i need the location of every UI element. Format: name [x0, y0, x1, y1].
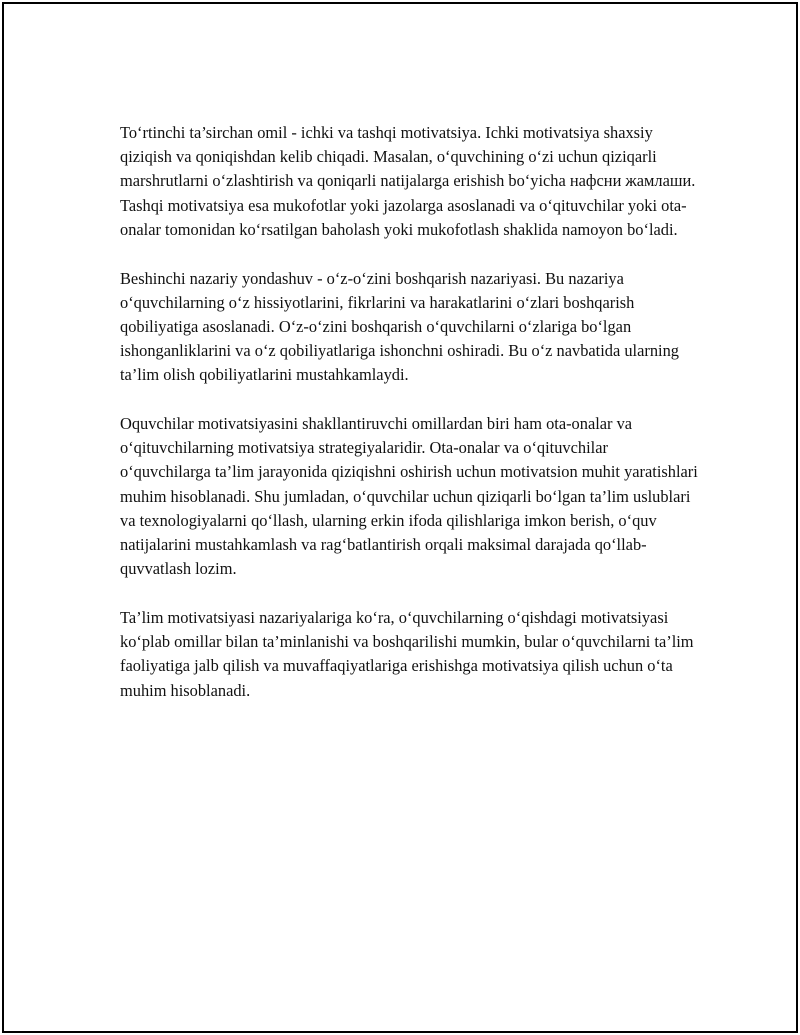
- paragraph-2: Beshinchi nazariy yondashuv - o‘z-o‘zini boshqarish nazariyasi. Bu nazariya o‘quvchilarning o‘z hissiyotlarini, fikrlarini va harakatlarini o‘zlari boshqarish qobiliyatiga asoslanadi. O‘z-o‘zini boshqarish o‘quvchilarni o‘zlariga bo‘lgan ishonganliklarini va o‘z qobiliyatlariga ishonchni oshiradi. Bu o‘z navbatida ularning ta’lim olish qobiliyatlarini mustahkamlaydi.: [120, 268, 679, 385]
- paragraph-3: Oquvchilar motivatsiyasini shakllantiruvchi omillardan biri ham ota-onalar va o‘qituvchilarning motivatsiya strategiyalaridir. Ota-onalar va o‘qituvchilar o‘quvchilarga ta’lim jarayonida qiziqishni oshirish uchun motivatsion muhit yaratishlari muhim hisoblanadi. Shu jumladan, o‘quvchilar uchun qiziqarli bo‘lgan ta’lim uslublari va texnologiyalarni qo‘llash, ularning erkin ifoda qilishlariga imkon berish, o‘quv natijalarini mustahkamlash va rag‘batlantirish orqali maksimal darajada qo‘llab-quvvatlash lozim.: [120, 414, 698, 579]
- paragraph-4: Ta’lim motivatsiyasi nazariyalariga ko‘ra, o‘quvchilarning o‘qishdagi motivatsiyasi ko‘plab omillar bilan ta’minlanishi va boshqarilishi mumkin, bular o‘quvchilarni ta’lim faoliyatiga jalb qilish va muvaffaqiyatlariga erishishga motivatsiya qilish uchun o‘ta muhim hisoblanadi.: [120, 607, 694, 700]
- paragraph-1: To‘rtinchi ta’sirchan omil - ichki va tashqi motivatsiya. Ichki motivatsiya shaxsiy qiziqish va qoniqishdan kelib chiqadi. Masalan, o‘quvchining o‘zi uchun qiziqarli marshrutlarni o‘zlashtirish va qoniqarli natijalarga erishish bo‘yicha нафсни жамлаши. Tashqi motivatsiya esa mukofotlar yoki jazolarga asoslanadi va o‘qituvchilar yoki ota-onalar tomonidan ko‘rsatilgan baholash yoki mukofotlash shaklida namoyon bo‘ladi.: [120, 123, 696, 239]
- document-page: [2, 2, 798, 1033]
- document-body: [120, 121, 700, 703]
